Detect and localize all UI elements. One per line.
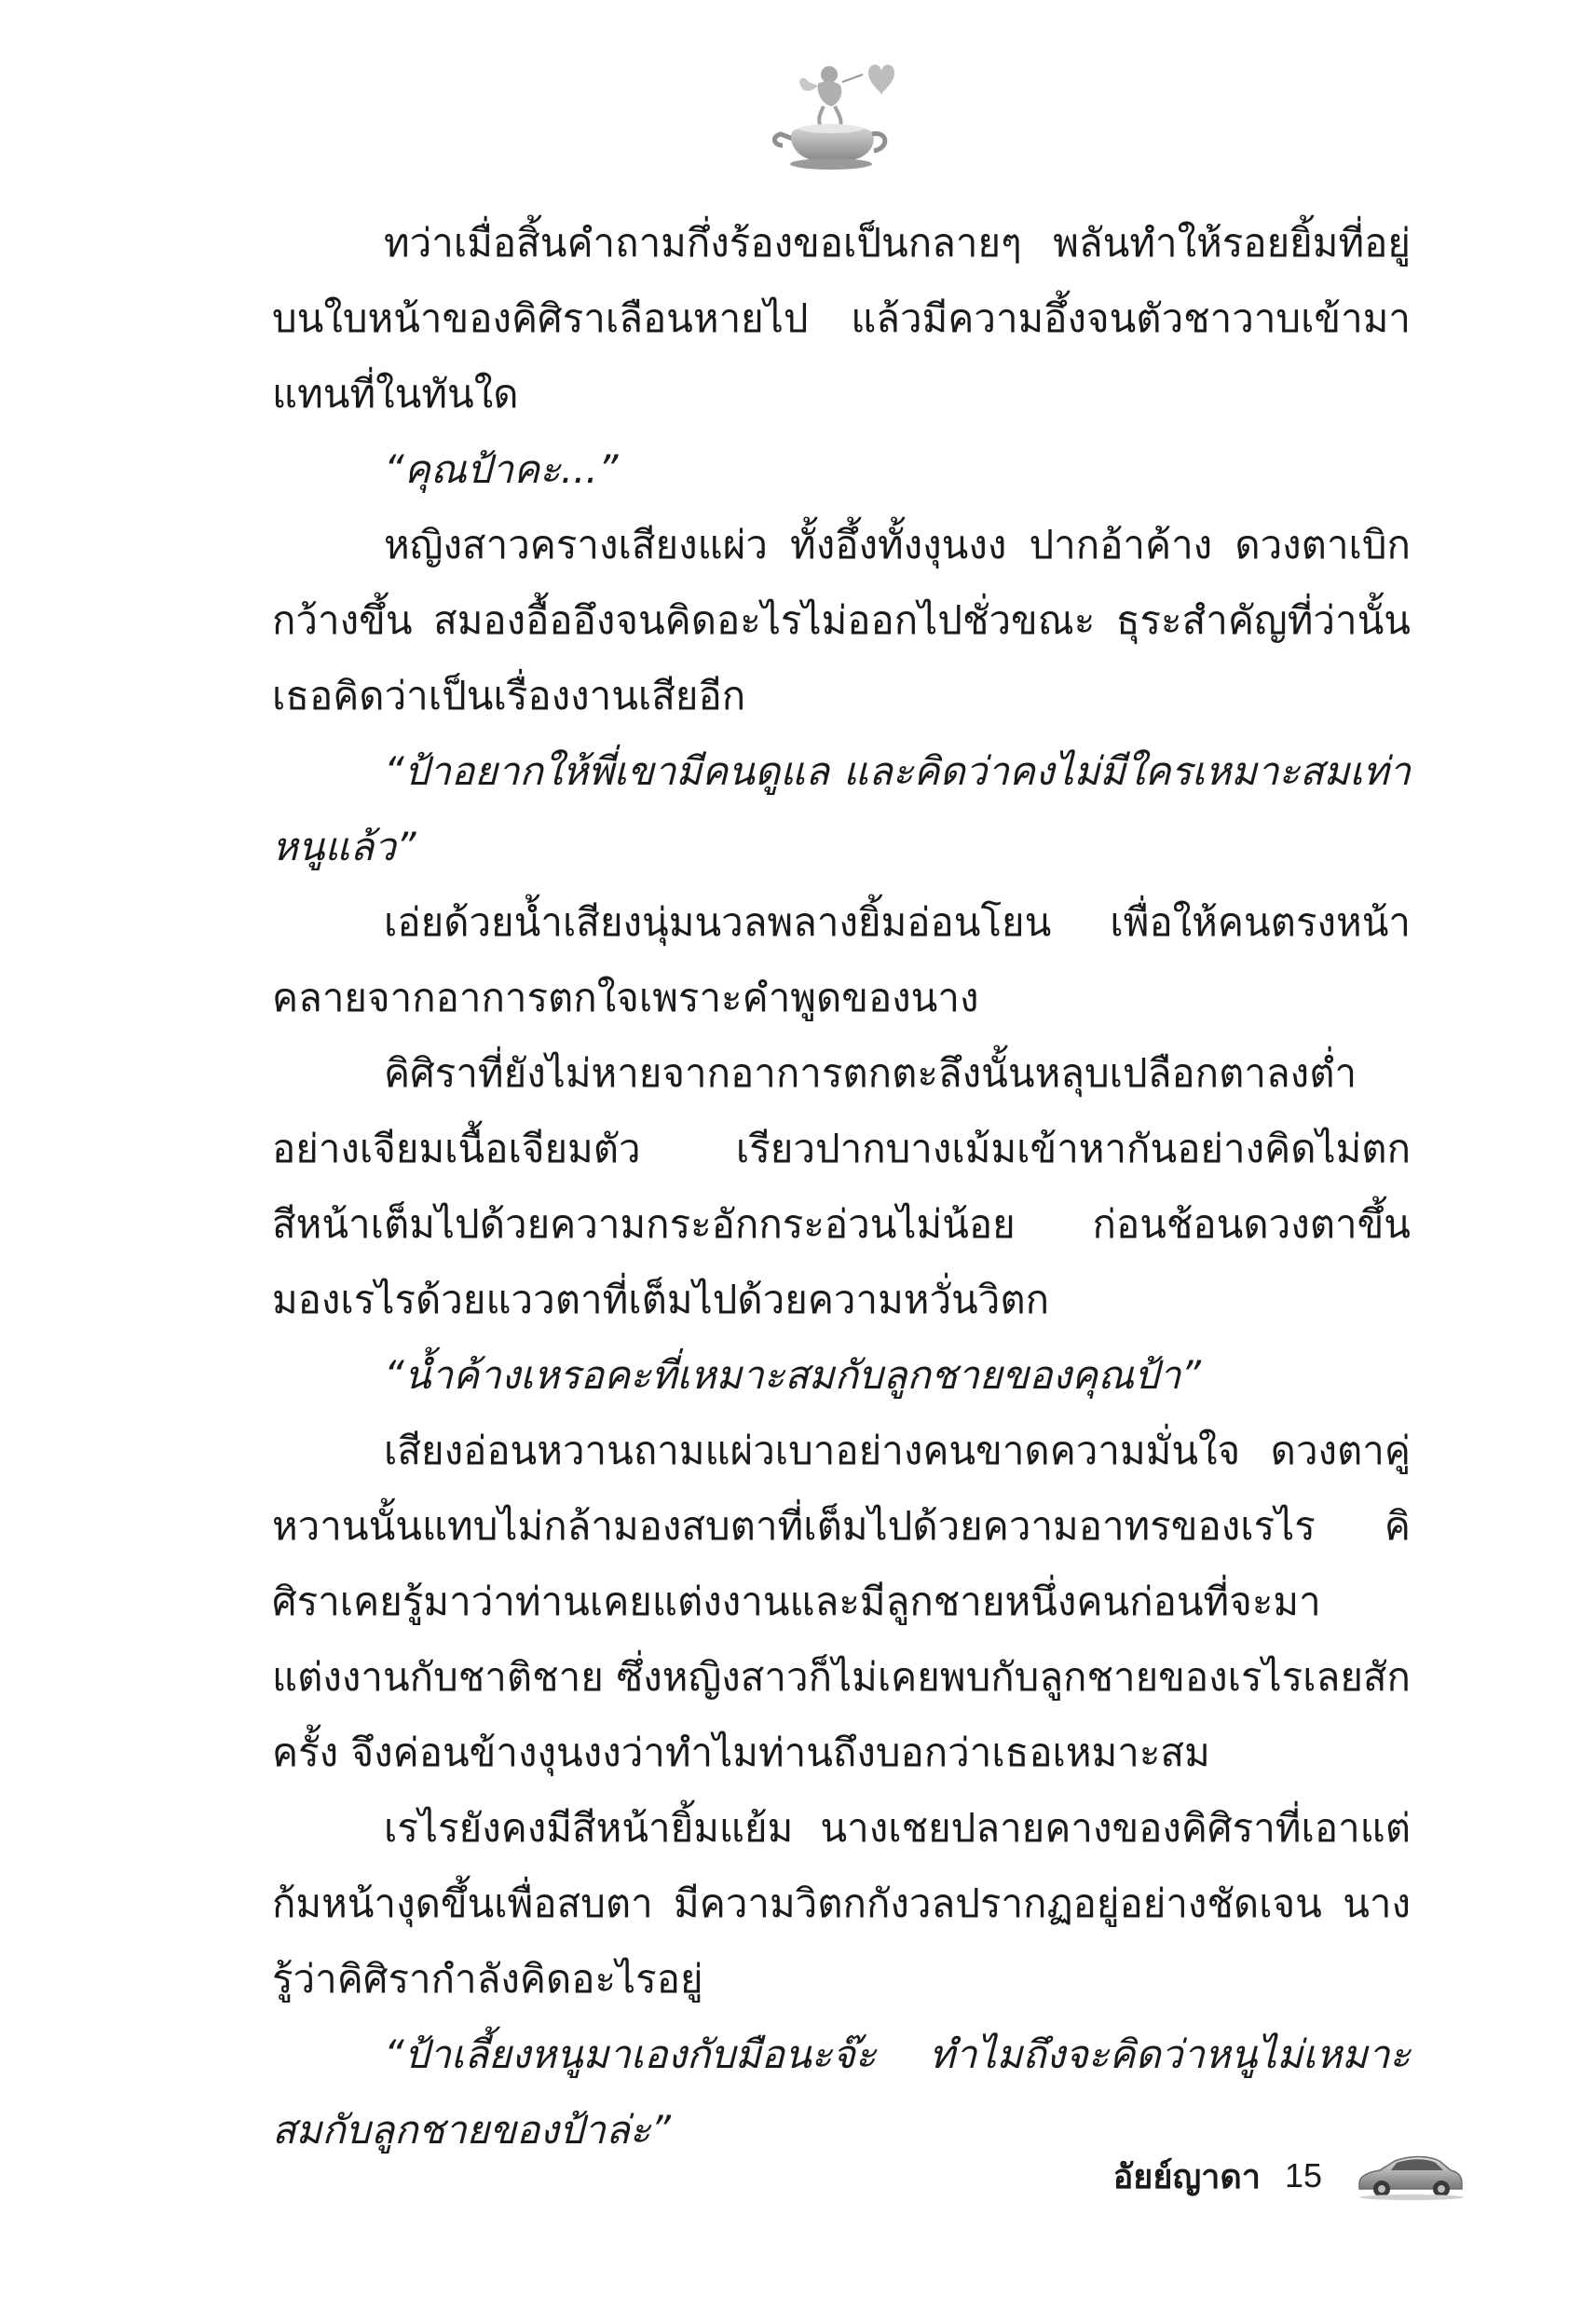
paragraph: เอ่ยด้วยน้ำเสียงนุ่มนวลพลางยิ้มอ่อนโยน เพื่อให้คนตรงหน้าคลายจากอาการตกใจเพราะคำพูดของนาง xyxy=(272,899,1411,1020)
dialogue-paragraph: “คุณป้าคะ...” xyxy=(384,446,619,492)
dialogue-paragraph: “น้ำค้างเหรอคะที่เหมาะสมกับลูกชายของคุณป้า” xyxy=(384,1352,1202,1398)
cupid-teapot-ornament-icon xyxy=(764,54,904,175)
page-number: 15 xyxy=(1284,2156,1322,2195)
car-icon xyxy=(1354,2148,1466,2204)
paragraph: คิศิราที่ยังไม่หายจากอาการตกตะลึงนั้นหลุบเปลือกตาลงต่ำอย่างเจียมเนื้อเจียมตัว เรียวปากบางเม้มเข้าหากันอย่างคิดไม่ตก สีหน้าเต็มไปด้วยความกระอักกระอ่วนไม่น้อย ก่อนช้อนดวงตาขึ้นมองเรไรด้วยแววตาที่เต็มไปด้วยความหวั่นวิตก xyxy=(272,1050,1411,1322)
author-name: อัยย์ญาดา xyxy=(1112,2157,1261,2196)
dialogue-paragraph: “ป้าเลี้ยงหนูมาเองกับมือนะจ๊ะ ทำไมถึงจะคิดว่าหนูไม่เหมาะสมกับลูกชายของป้าล่ะ” xyxy=(272,2031,1411,2153)
paragraph: ทว่าเมื่อสิ้นคำถามกึ่งร้องขอเป็นกลายๆ พลันทำให้รอยยิ้มที่อยู่บนใบหน้าของคิศิราเลือนหายไป แล้วมีความอึ้งจนตัวชาวาบเข้ามาแทนที่ในทันใด xyxy=(272,220,1411,417)
paragraph: เสียงอ่อนหวานถามแผ่วเบาอย่างคนขาดความมั่นใจ ดวงตาคู่หวานนั้นแทบไม่กล้ามองสบตาที่เต็มไปด้วยความอาทรของเรไร คิศิราเคยรู้มาว่าท่านเคยแต่งงานและมีลูกชายหนึ่งคนก่อนที่จะมาแต่งงานกับชาติชาย ซึ่งหญิงสาวก็ไม่เคยพบกับลูกชายของเรไรเลยสักครั้ง จึงค่อนข้างงุนงงว่าทำไมท่านถึงบอกว่าเธอเหมาะสม xyxy=(272,1428,1411,1775)
body-text xyxy=(272,205,1411,2167)
paragraph: เรไรยังคงมีสีหน้ายิ้มแย้ม นางเชยปลายคางของคิศิราที่เอาแต่ก้มหน้างุดขึ้นเพื่อสบตา มีความวิตกกังวลปรากฏอยู่อย่างชัดเจน นางรู้ว่าคิศิรากำลังคิดอะไรอยู่ xyxy=(272,1805,1411,2002)
paragraph: หญิงสาวครางเสียงแผ่ว ทั้งอึ้งทั้งงุนงง ปากอ้าค้าง ดวงตาเบิกกว้างขึ้น สมองอื้ออึงจนคิดอะไรไม่ออกไปชั่วขณะ ธุระสำคัญที่ว่านั้นเธอคิดว่าเป็นเรื่องงานเสียอีก xyxy=(272,522,1411,718)
dialogue-paragraph: “ป้าอยากให้พี่เขามีคนดูแล และคิดว่าคงไม่มีใครเหมาะสมเท่าหนูแล้ว” xyxy=(272,748,1411,869)
page-footer xyxy=(1113,2143,1466,2208)
